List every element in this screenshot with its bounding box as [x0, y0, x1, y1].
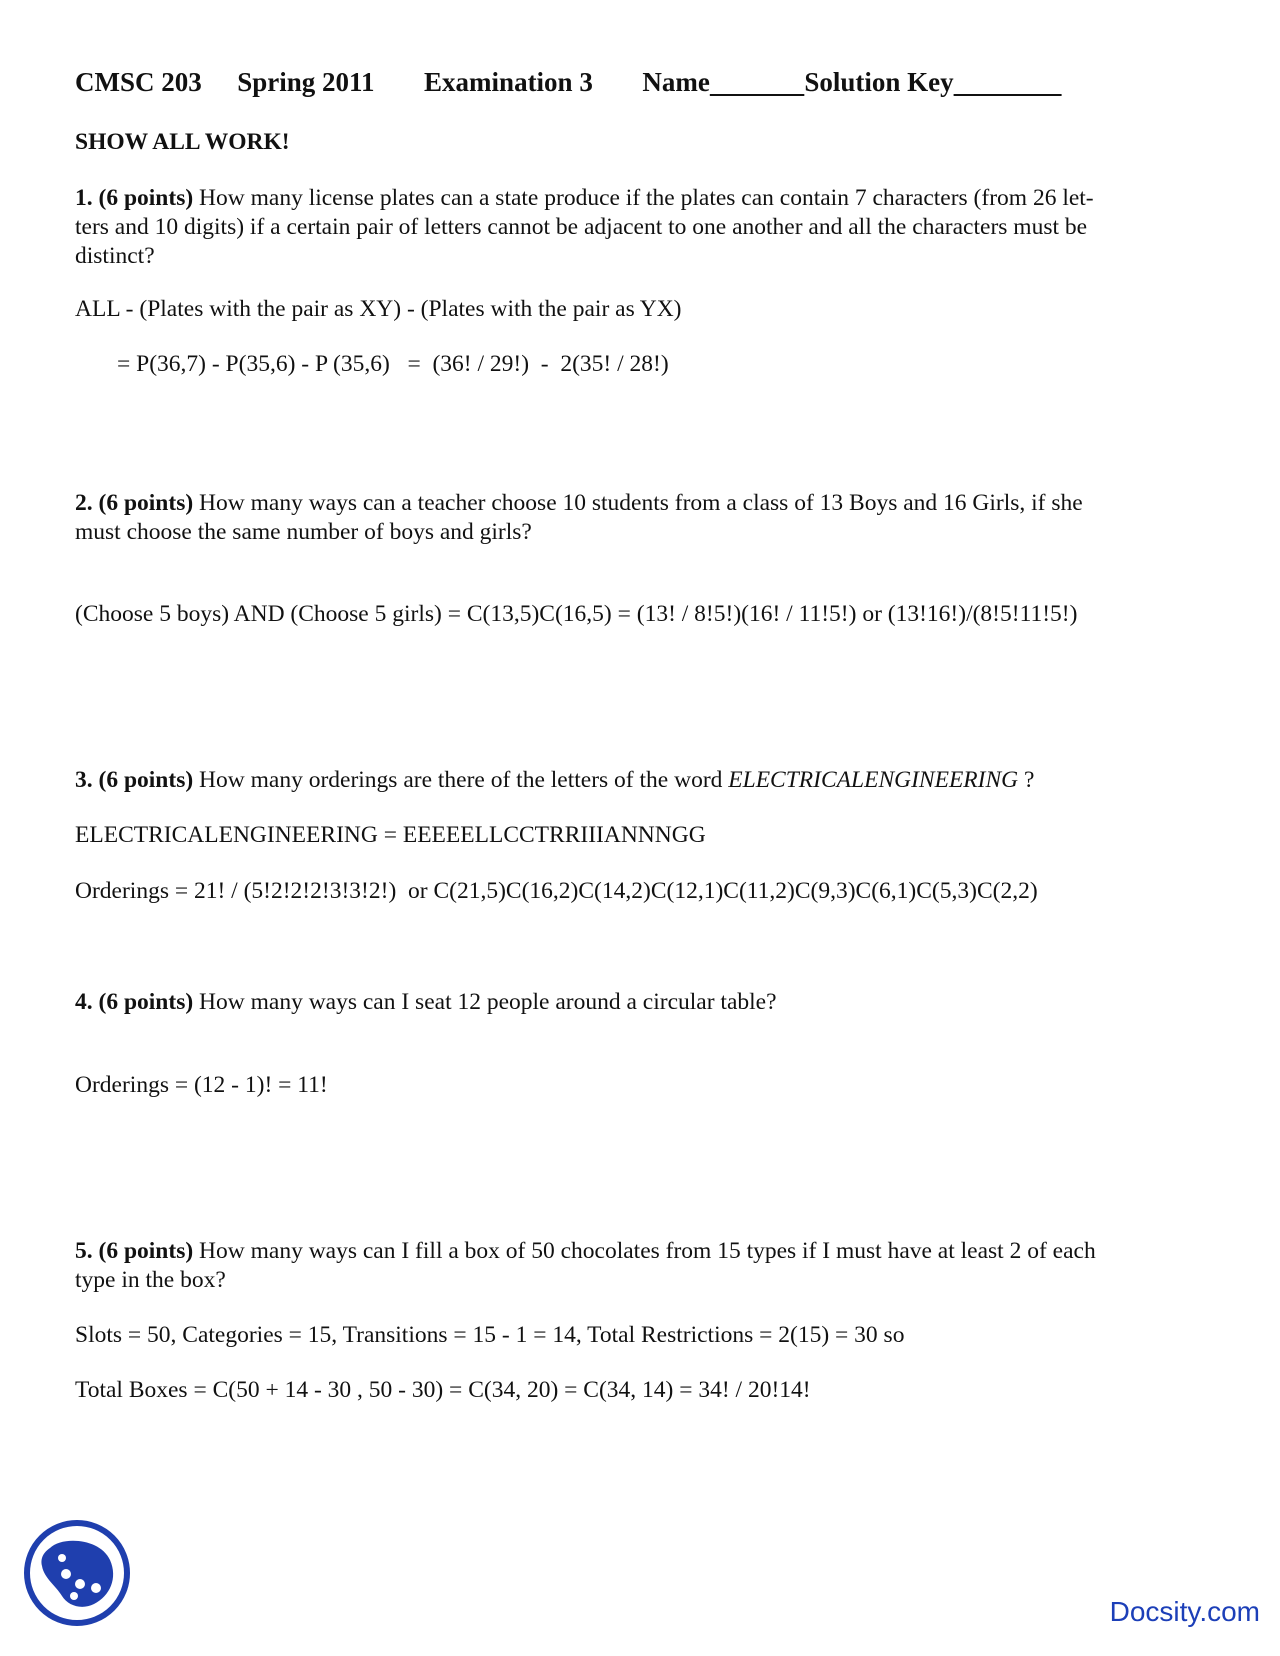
question-text-suffix: ?	[1024, 767, 1035, 793]
question-5-line-1	[75, 1237, 1175, 1266]
answer-3-line-2: Orderings = 21! / (5!2!2!2!3!3!2!) or C(21,5)C(16,2)C(14,2)C(12,1)C(11,2)C(9,3)C(6,1)C(5,3)C(2,2)	[75, 878, 1038, 904]
question-4	[75, 988, 1175, 1017]
question-1-line-1	[75, 184, 1175, 213]
question-3	[75, 766, 1175, 795]
answer-5-line-1: Slots = 50, Categories = 15, Transitions = 15 - 1 = 14, Total Restrictions = 2(15) = 30 so	[75, 1322, 905, 1348]
question-2	[75, 489, 1175, 547]
answer-3-line-1: ELECTRICALENGINEERING = EEEEELLCCTRRIIIANNNGG	[75, 822, 706, 848]
question-word: ELECTRICALENGINEERING	[728, 767, 1019, 793]
exam-header	[75, 68, 1062, 97]
answer-1-line-2: = P(36,7) - P(35,6) - P (35,6) = (36! / 29!) - 2(35! / 28!)	[117, 351, 669, 377]
question-text: How many ways can a teacher choose 10 students from a class of 13 Boys and 16 Girls, if she	[199, 490, 1083, 516]
answer-1-line-1: ALL - (Plates with the pair as XY) - (Plates with the pair as YX)	[75, 296, 682, 322]
course-code: CMSC 203	[75, 67, 202, 97]
question-text: How many ways can I fill a box of 50 chocolates from 15 types if I must have at least 2 of each	[199, 1238, 1096, 1264]
question-2-line-1	[75, 489, 1175, 518]
question-number: 3.	[75, 767, 93, 793]
answer-2-line-1: (Choose 5 boys) AND (Choose 5 girls) = C(13,5)C(16,5) = (13! / 8!5!)(16! / 11!5!) or (13!16!)/(8!5!11!5!)	[75, 601, 1078, 627]
question-points: (6 points)	[98, 1238, 194, 1264]
docsity-logo-icon	[22, 1518, 132, 1628]
question-number: 1.	[75, 185, 93, 211]
question-1-line-2: ters and 10 digits) if a certain pair of letters cannot be adjacent to one another and all the characters must be	[75, 214, 1088, 240]
term: Spring 2011	[237, 67, 375, 97]
question-text: How many ways can I seat 12 people around a circular table?	[199, 989, 777, 1015]
question-5-line-2: type in the box?	[75, 1267, 226, 1293]
question-number: 4.	[75, 989, 93, 1015]
instructions: SHOW ALL WORK!	[75, 129, 290, 155]
question-text: How many orderings are there of the letters of the word	[199, 767, 723, 793]
question-points: (6 points)	[98, 490, 194, 516]
answer-5-line-2: Total Boxes = C(50 + 14 - 30 , 50 - 30) = C(34, 20) = C(34, 14) = 34! / 20!14!	[75, 1377, 811, 1403]
name-value: Solution Key	[804, 67, 954, 97]
question-1-line-3: distinct?	[75, 243, 155, 269]
answer-4-line-1: Orderings = (12 - 1)! = 11!	[75, 1072, 328, 1098]
exam-title: Examination 3	[424, 67, 593, 97]
question-points: (6 points)	[98, 185, 194, 211]
question-2-line-2: must choose the same number of boys and girls?	[75, 519, 532, 545]
question-5	[75, 1237, 1175, 1295]
question-number: 5.	[75, 1238, 93, 1264]
question-points: (6 points)	[98, 767, 194, 793]
name-field	[710, 68, 1062, 97]
name-label: Name	[642, 67, 710, 97]
question-1	[75, 184, 1175, 271]
question-text: How many license plates can a state produce if the plates can contain 7 characters (from 26 let-	[199, 185, 1094, 211]
docsity-link[interactable]: Docsity.com	[1109, 1596, 1260, 1627]
question-points: (6 points)	[98, 989, 194, 1015]
question-number: 2.	[75, 490, 93, 516]
